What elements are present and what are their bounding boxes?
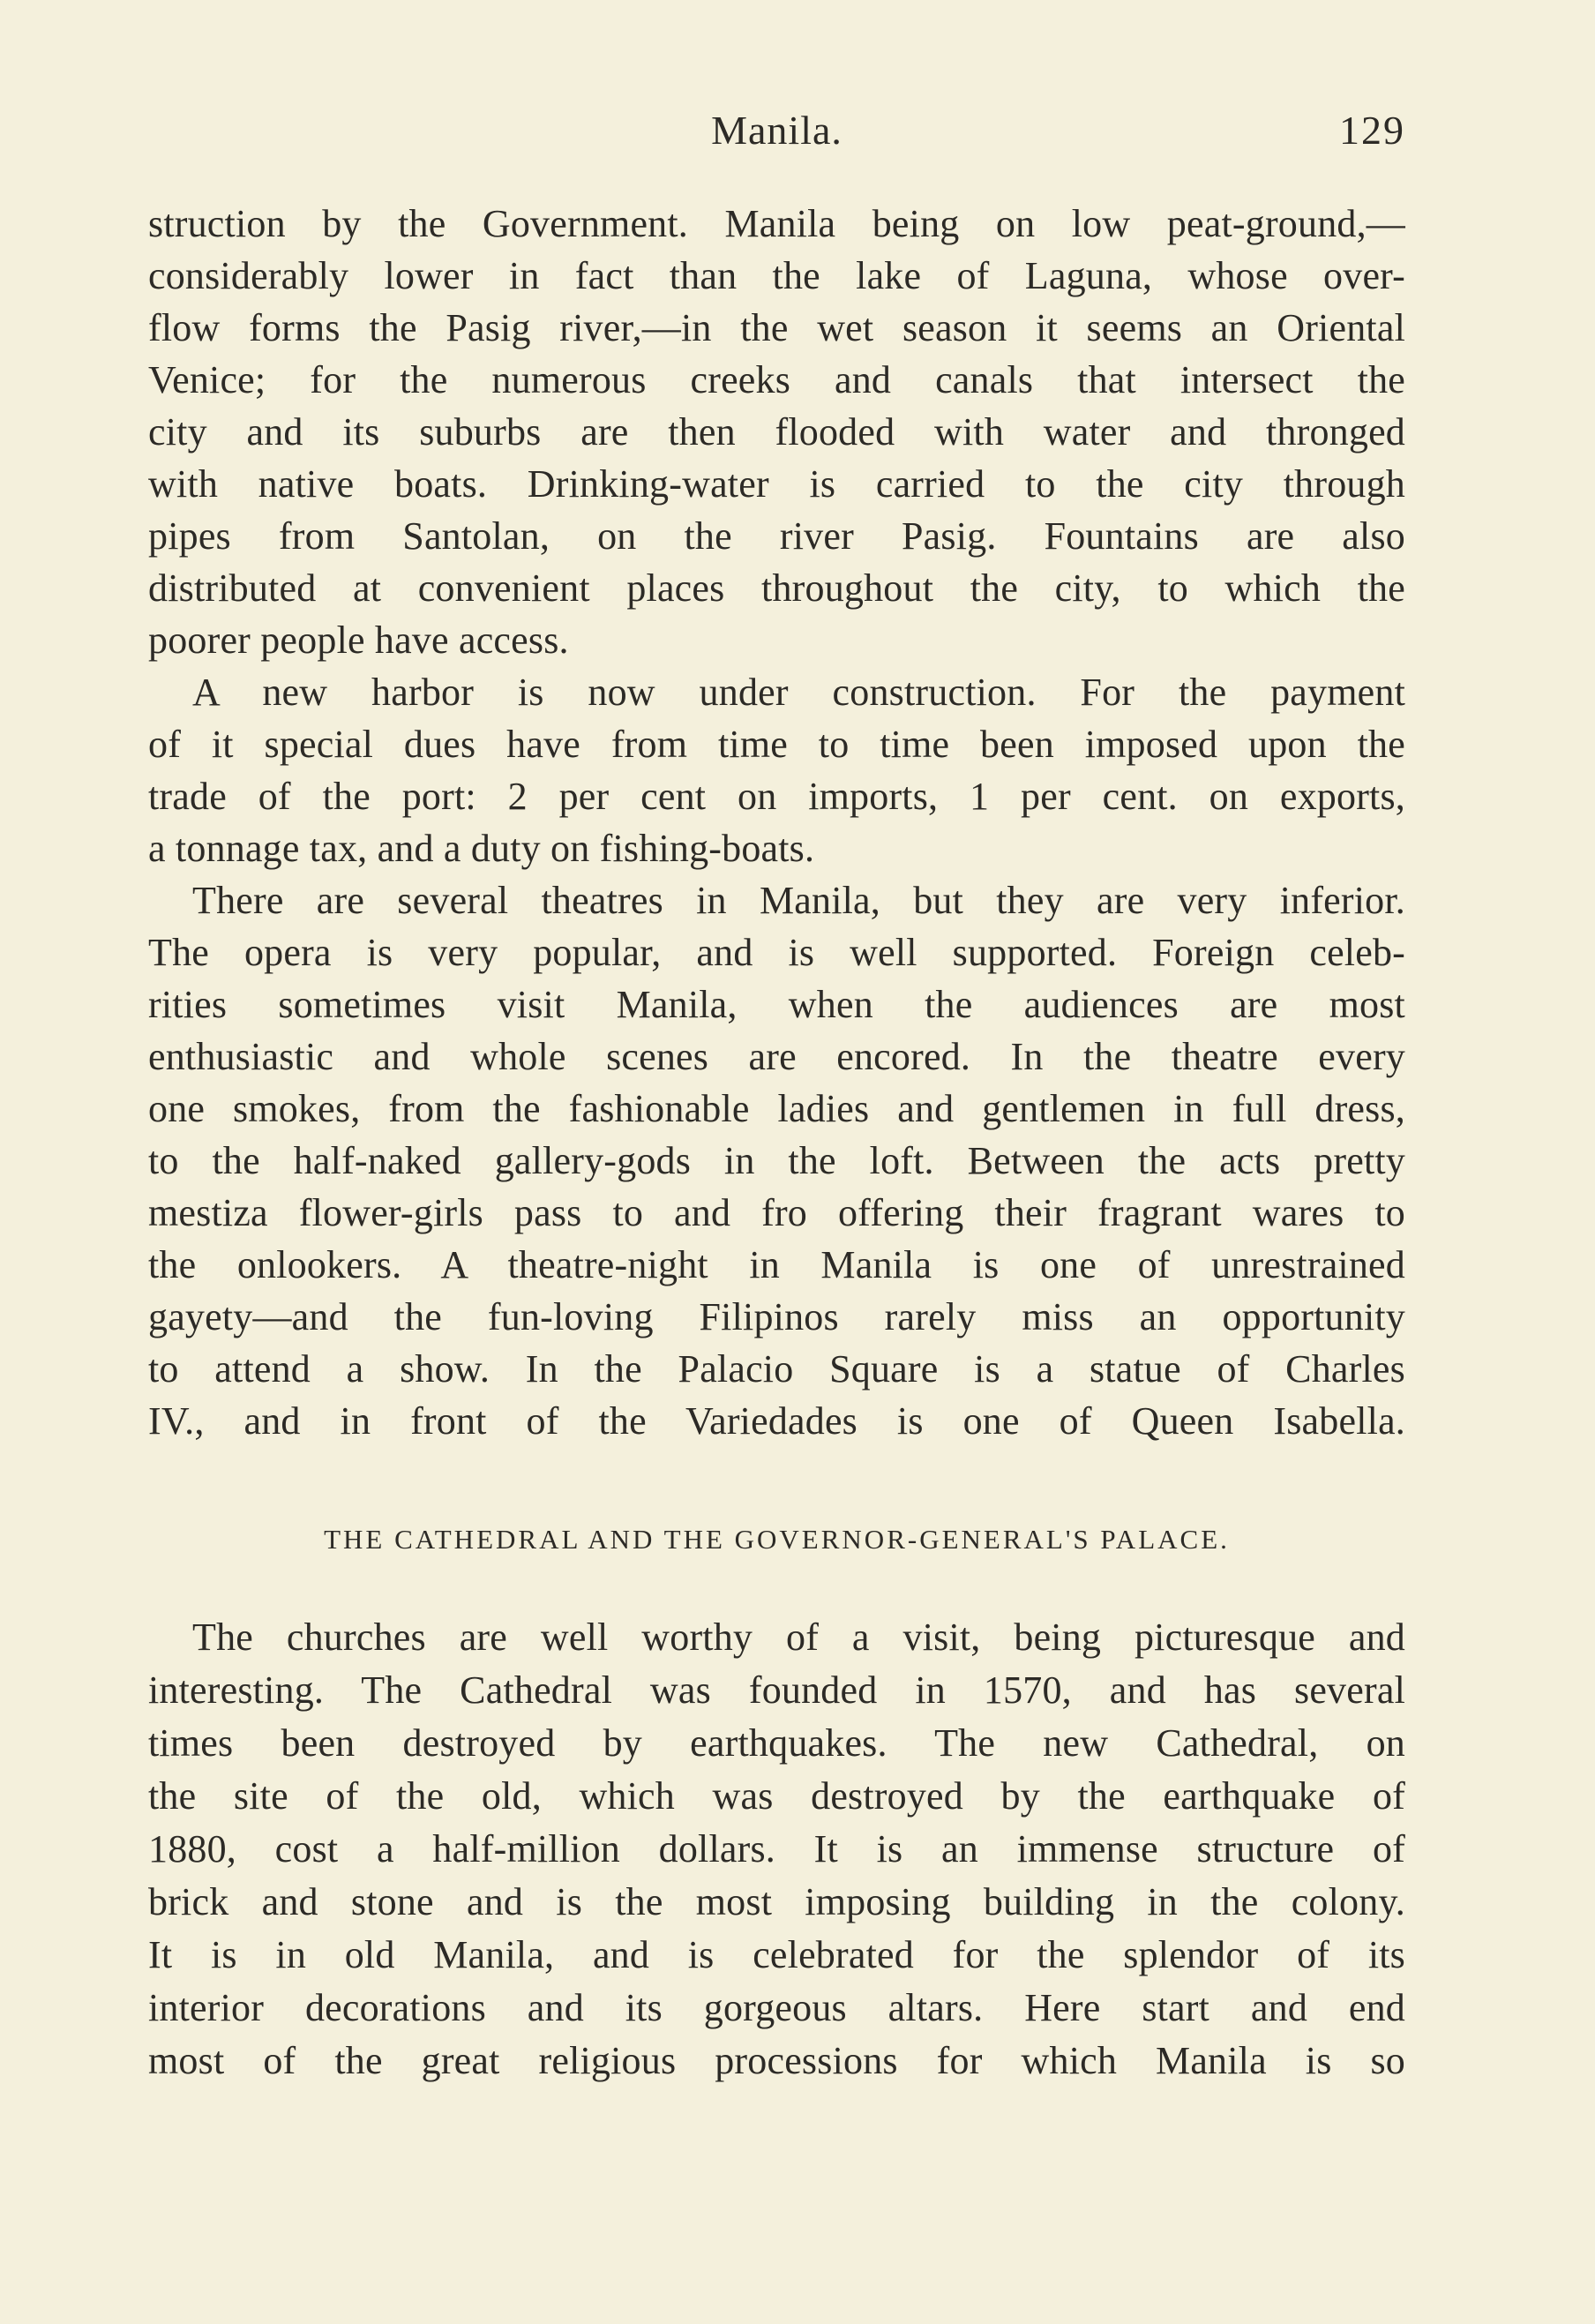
text-line: the site of the old, which was destroyed by the earthquake of xyxy=(148,1774,1405,1818)
text-line: 1880, cost a half-million dollars. It is an immense structure of xyxy=(148,1827,1405,1870)
text-line: mestiza flower-girls pass to and fro offering their fragrant wares to xyxy=(148,1191,1405,1234)
text-line: considerably lower in fact than the lake of Laguna, whose over- xyxy=(148,254,1405,297)
text-line: interesting. The Cathedral was founded in 1570, and has several xyxy=(148,1668,1405,1712)
text-line: There are several theatres in Manila, but they are very inferior. xyxy=(192,879,1405,922)
text-line: It is in old Manila, and is celebrated for the splendor of its xyxy=(148,1933,1405,1976)
text-line: one smokes, from the fashionable ladies and gentlemen in full dress, xyxy=(148,1087,1405,1130)
running-title: Manila. xyxy=(711,108,842,153)
text-line: pipes from Santolan, on the river Pasig. Fountains are also xyxy=(148,514,1405,558)
text-line: gayety—and the fun-loving Filipinos rarely miss an opportunity xyxy=(148,1295,1405,1338)
text-line: distributed at convenient places throughout the city, to which the xyxy=(148,566,1405,610)
text-line: poorer people have access. xyxy=(148,618,569,662)
text-line: IV., and in front of the Variedades is one of Queen Isabella. xyxy=(148,1399,1405,1443)
text-line: trade of the port: 2 per cent on imports, 1 per cent. on exports, xyxy=(148,775,1405,818)
text-line: rities sometimes visit Manila, when the audiences are most xyxy=(148,983,1405,1026)
text-line: city and its suburbs are then flooded with water and thronged xyxy=(148,410,1405,454)
text-line: struction by the Government. Manila being on low peat-ground,— xyxy=(148,202,1405,245)
text-line: to attend a show. In the Palacio Square is a statue of Charles xyxy=(148,1347,1405,1391)
running-head xyxy=(148,104,1405,157)
page-number: 129 xyxy=(1339,108,1405,153)
section-heading: THE CATHEDRAL AND THE GOVERNOR-GENERAL'S PALACE. xyxy=(324,1524,1230,1555)
text-line: Venice; for the numerous creeks and canals that intersect the xyxy=(148,358,1405,401)
text-line: flow forms the Pasig river,—in the wet season it seems an Oriental xyxy=(148,306,1405,349)
text-line: A new harbor is now under construction. For the payment xyxy=(192,671,1405,714)
text-line: The churches are well worthy of a visit, being picturesque and xyxy=(192,1616,1405,1659)
text-line: the onlookers. A theatre-night in Manila is one of unrestrained xyxy=(148,1243,1405,1286)
text-line: brick and stone and is the most imposing building in the colony. xyxy=(148,1880,1405,1923)
text-line: of it special dues have from time to time been imposed upon the xyxy=(148,723,1405,766)
text-line: a tonnage tax, and a duty on fishing-boats. xyxy=(148,827,815,870)
text-line: enthusiastic and whole scenes are encored. In the theatre every xyxy=(148,1035,1405,1078)
text-line: interior decorations and its gorgeous altars. Here start and end xyxy=(148,1986,1405,2029)
text-line: with native boats. Drinking-water is carried to the city through xyxy=(148,462,1405,506)
text-line: The opera is very popular, and is well supported. Foreign celeb- xyxy=(148,931,1405,974)
text-line: most of the great religious processions for which Manila is so xyxy=(148,2039,1405,2082)
text-line: times been destroyed by earthquakes. The new Cathedral, on xyxy=(148,1721,1405,1765)
text-line: to the half-naked gallery-gods in the loft. Between the acts pretty xyxy=(148,1139,1405,1182)
